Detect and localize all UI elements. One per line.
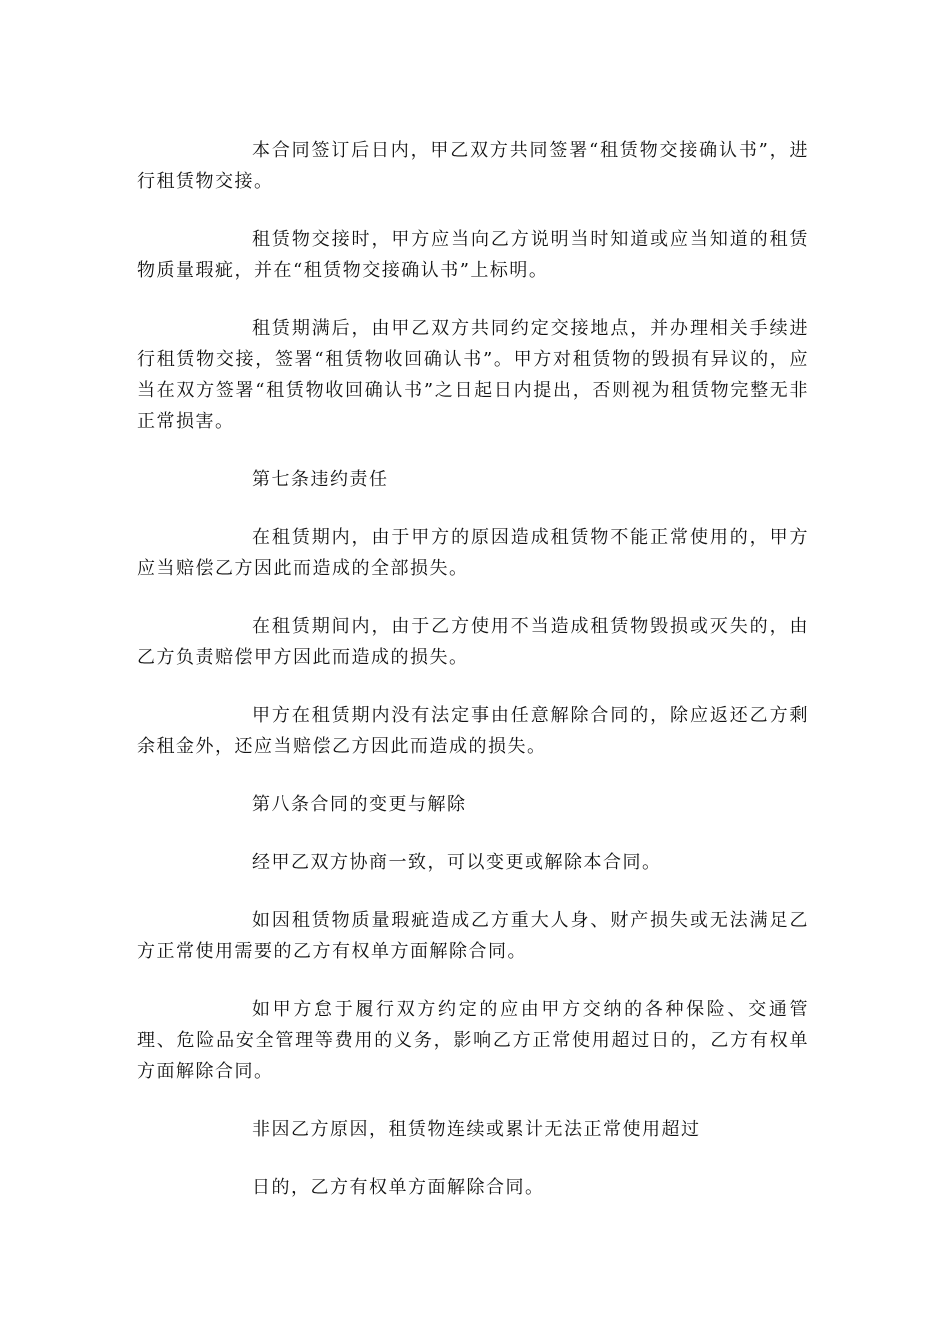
paragraph-lessor-liability: 在租赁期内，由于甲方的原因造成租赁物不能正常使用的，甲方应当赔偿乙方因此而造成的全部损失。 [137, 527, 809, 579]
paragraph-unilateral-termination: 甲方在租赁期内没有法定事由任意解除合同的，除应返还乙方剩余租金外，还应当赔偿乙方因此而造成的损失。 [137, 705, 809, 757]
paragraph-lease-expiry-return: 租赁期满后，由甲乙双方共同约定交接地点，并办理相关手续进行租赁物交接，签署“租赁物收回确认书”。甲方对租赁物的毁损有异议的，应当在双方签署“租赁物收回确认书”之日起日内提出，否则视为租赁物完整无非正常损害。 [137, 318, 809, 432]
paragraph-fee-default-termination: 如甲方怠于履行双方约定的应由甲方交纳的各种保险、交通管理、危险品安全管理等费用的义务，影响乙方正常使用超过日的，乙方有权单方面解除合同。 [137, 999, 809, 1082]
paragraph-unusable-period: 非因乙方原因，租赁物连续或累计无法正常使用超过 [252, 1119, 701, 1140]
paragraph-quality-defects: 租赁物交接时，甲方应当向乙方说明当时知道或应当知道的租赁物质量瑕疵，并在“租赁物交接确认书”上标明。 [137, 229, 809, 281]
paragraph-defect-termination: 如因租赁物质量瑕疵造成乙方重大人身、财产损失或无法满足乙方正常使用需要的乙方有权单方面解除合同。 [137, 910, 809, 962]
section-heading-article-8: 第八条合同的变更与解除 [252, 794, 467, 815]
paragraph-handover-signing: 本合同签订后日内，甲乙双方共同签署“租赁物交接确认书”，进行租赁物交接。 [137, 140, 809, 192]
paragraph-lessee-liability: 在租赁期间内，由于乙方使用不当造成租赁物毁损或灭失的，由乙方负责赔偿甲方因此而造成的损失。 [137, 616, 809, 668]
section-heading-article-7: 第七条违约责任 [252, 469, 389, 490]
paragraph-unusable-period-cont: 日的，乙方有权单方面解除合同。 [252, 1177, 545, 1198]
document-body [137, 135, 809, 1230]
paragraph-mutual-agreement: 经甲乙双方协商一致，可以变更或解除本合同。 [252, 852, 662, 873]
